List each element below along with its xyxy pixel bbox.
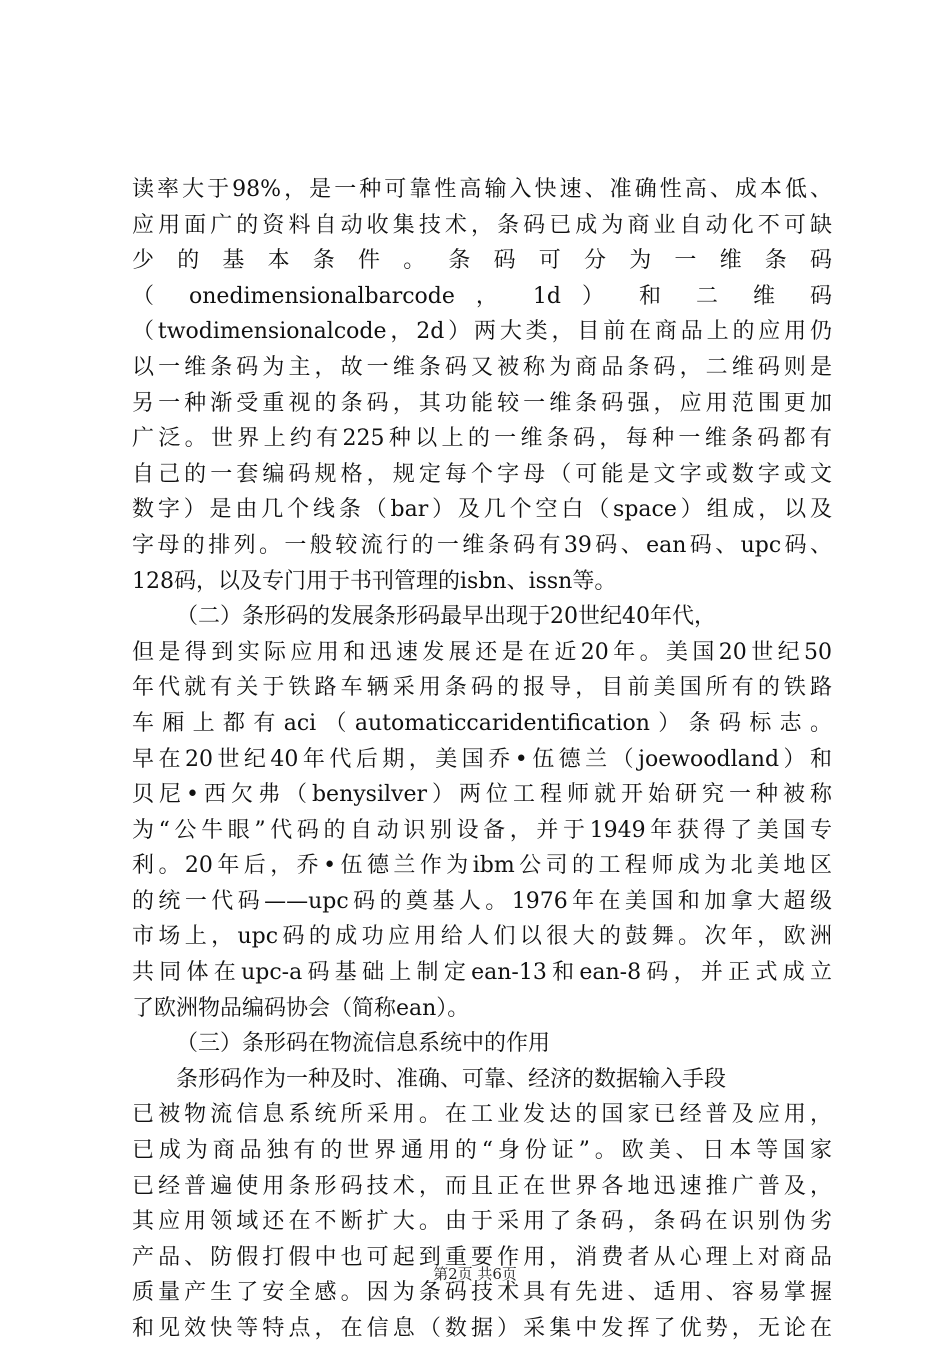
document-body bbox=[132, 172, 832, 1347]
text-line: 产品、防假打假中也可起到重要作用，消费者从心理上对商品 bbox=[132, 1244, 832, 1270]
text-line: 已被物流信息系统所采用。在工业发达的国家已经普及应用， bbox=[132, 1102, 832, 1128]
text-line: 自己的一套编码规格，规定每个字母（可能是文字或数字或文 bbox=[132, 461, 832, 487]
text-line: 共同体在upc-a码基础上制定ean-13和ean-8码，并正式成立 bbox=[132, 960, 832, 986]
section-heading: （二）条形码的发展条形码最早出现于20世纪40年代， bbox=[176, 604, 716, 630]
text-line: 其应用领域还在不断扩大。由于采用了条码，条码在识别伪劣 bbox=[132, 1209, 832, 1235]
text-line: 少 的 基 本 条 件 。 条 码 可 分 为 一 维 条 码 bbox=[132, 248, 832, 274]
text-line: 广泛。世界上约有225种以上的一维条码，每种一维条码都有 bbox=[132, 426, 832, 452]
text-line: 已经普遍使用条形码技术，而且正在世界各地迅速推广普及， bbox=[132, 1173, 832, 1199]
text-line: 贝尼•西欠弗（benysilver）两位工程师就开始研究一种被称 bbox=[132, 782, 832, 808]
text-line: （ onedimensionalbarcode ， 1d ） 和 二 维 码 bbox=[132, 283, 832, 309]
section-heading: （三）条形码在物流信息系统中的作用 bbox=[176, 1031, 551, 1057]
text-line: 数字）是由几个线条（bar）及几个空白（space）组成，以及 bbox=[132, 497, 832, 523]
text-line: （twodimensionalcode，2d）两大类，目前在商品上的应用仍 bbox=[132, 319, 832, 345]
text-line: 读率大于98%，是一种可靠性高输入快速、准确性高、成本低、 bbox=[132, 177, 832, 202]
text-line: 早在20世纪40年代后期，美国乔•伍德兰（joewoodland）和 bbox=[132, 746, 832, 772]
text-line: 了欧洲物品编码协会（简称ean）。 bbox=[132, 995, 470, 1021]
text-line: 但是得到实际应用和迅速发展还是在近20年。美国20世纪50 bbox=[132, 639, 832, 665]
text-line: 应用面广的资料自动收集技术，条码已成为商业自动化不可缺 bbox=[132, 212, 832, 238]
text-line: 另一种渐受重视的条码，其功能较一维条码强，应用范围更加 bbox=[132, 390, 832, 416]
text-line: 以一维条码为主，故一维条码又被称为商品条码，二维码则是 bbox=[132, 354, 832, 380]
page-number-footer: 第2页 共6页 bbox=[433, 1265, 517, 1283]
text-line: 质量产生了安全感。因为条码技术具有先进、适用、容易掌握 bbox=[132, 1280, 832, 1306]
text-line: 已成为商品独有的世界通用的“身份证”。欧美、日本等国家 bbox=[132, 1138, 832, 1164]
text-line: 年代就有关于铁路车辆采用条码的报导，目前美国所有的铁路 bbox=[132, 675, 832, 701]
text-line: 车厢上都有aci（automaticcaridentification）条码标志。 bbox=[132, 710, 832, 736]
text-line: 的统一代码——upc码的奠基人。1976年在美国和加拿大超级 bbox=[132, 888, 832, 914]
text-line: 利。20年后，乔•伍德兰作为ibm公司的工程师成为北美地区 bbox=[132, 853, 832, 879]
text-line: 为“公牛眼”代码的自动识别设备，并于1949年获得了美国专 bbox=[132, 817, 832, 843]
text-line: 字母的排列。一般较流行的一维条码有39码、ean码、upc码、 bbox=[132, 532, 832, 558]
text-line: 条形码作为一种及时、准确、可靠、经济的数据输入手段 bbox=[176, 1066, 727, 1092]
text-line: 128码，以及专门用于书刊管理的isbn、issn等。 bbox=[132, 568, 617, 594]
text-line: 市场上，upc码的成功应用给人们以很大的鼓舞。次年，欧洲 bbox=[132, 924, 832, 950]
text-line: 和见效快等特点，在信息（数据）采集中发挥了优势，无论在 bbox=[132, 1316, 832, 1341]
